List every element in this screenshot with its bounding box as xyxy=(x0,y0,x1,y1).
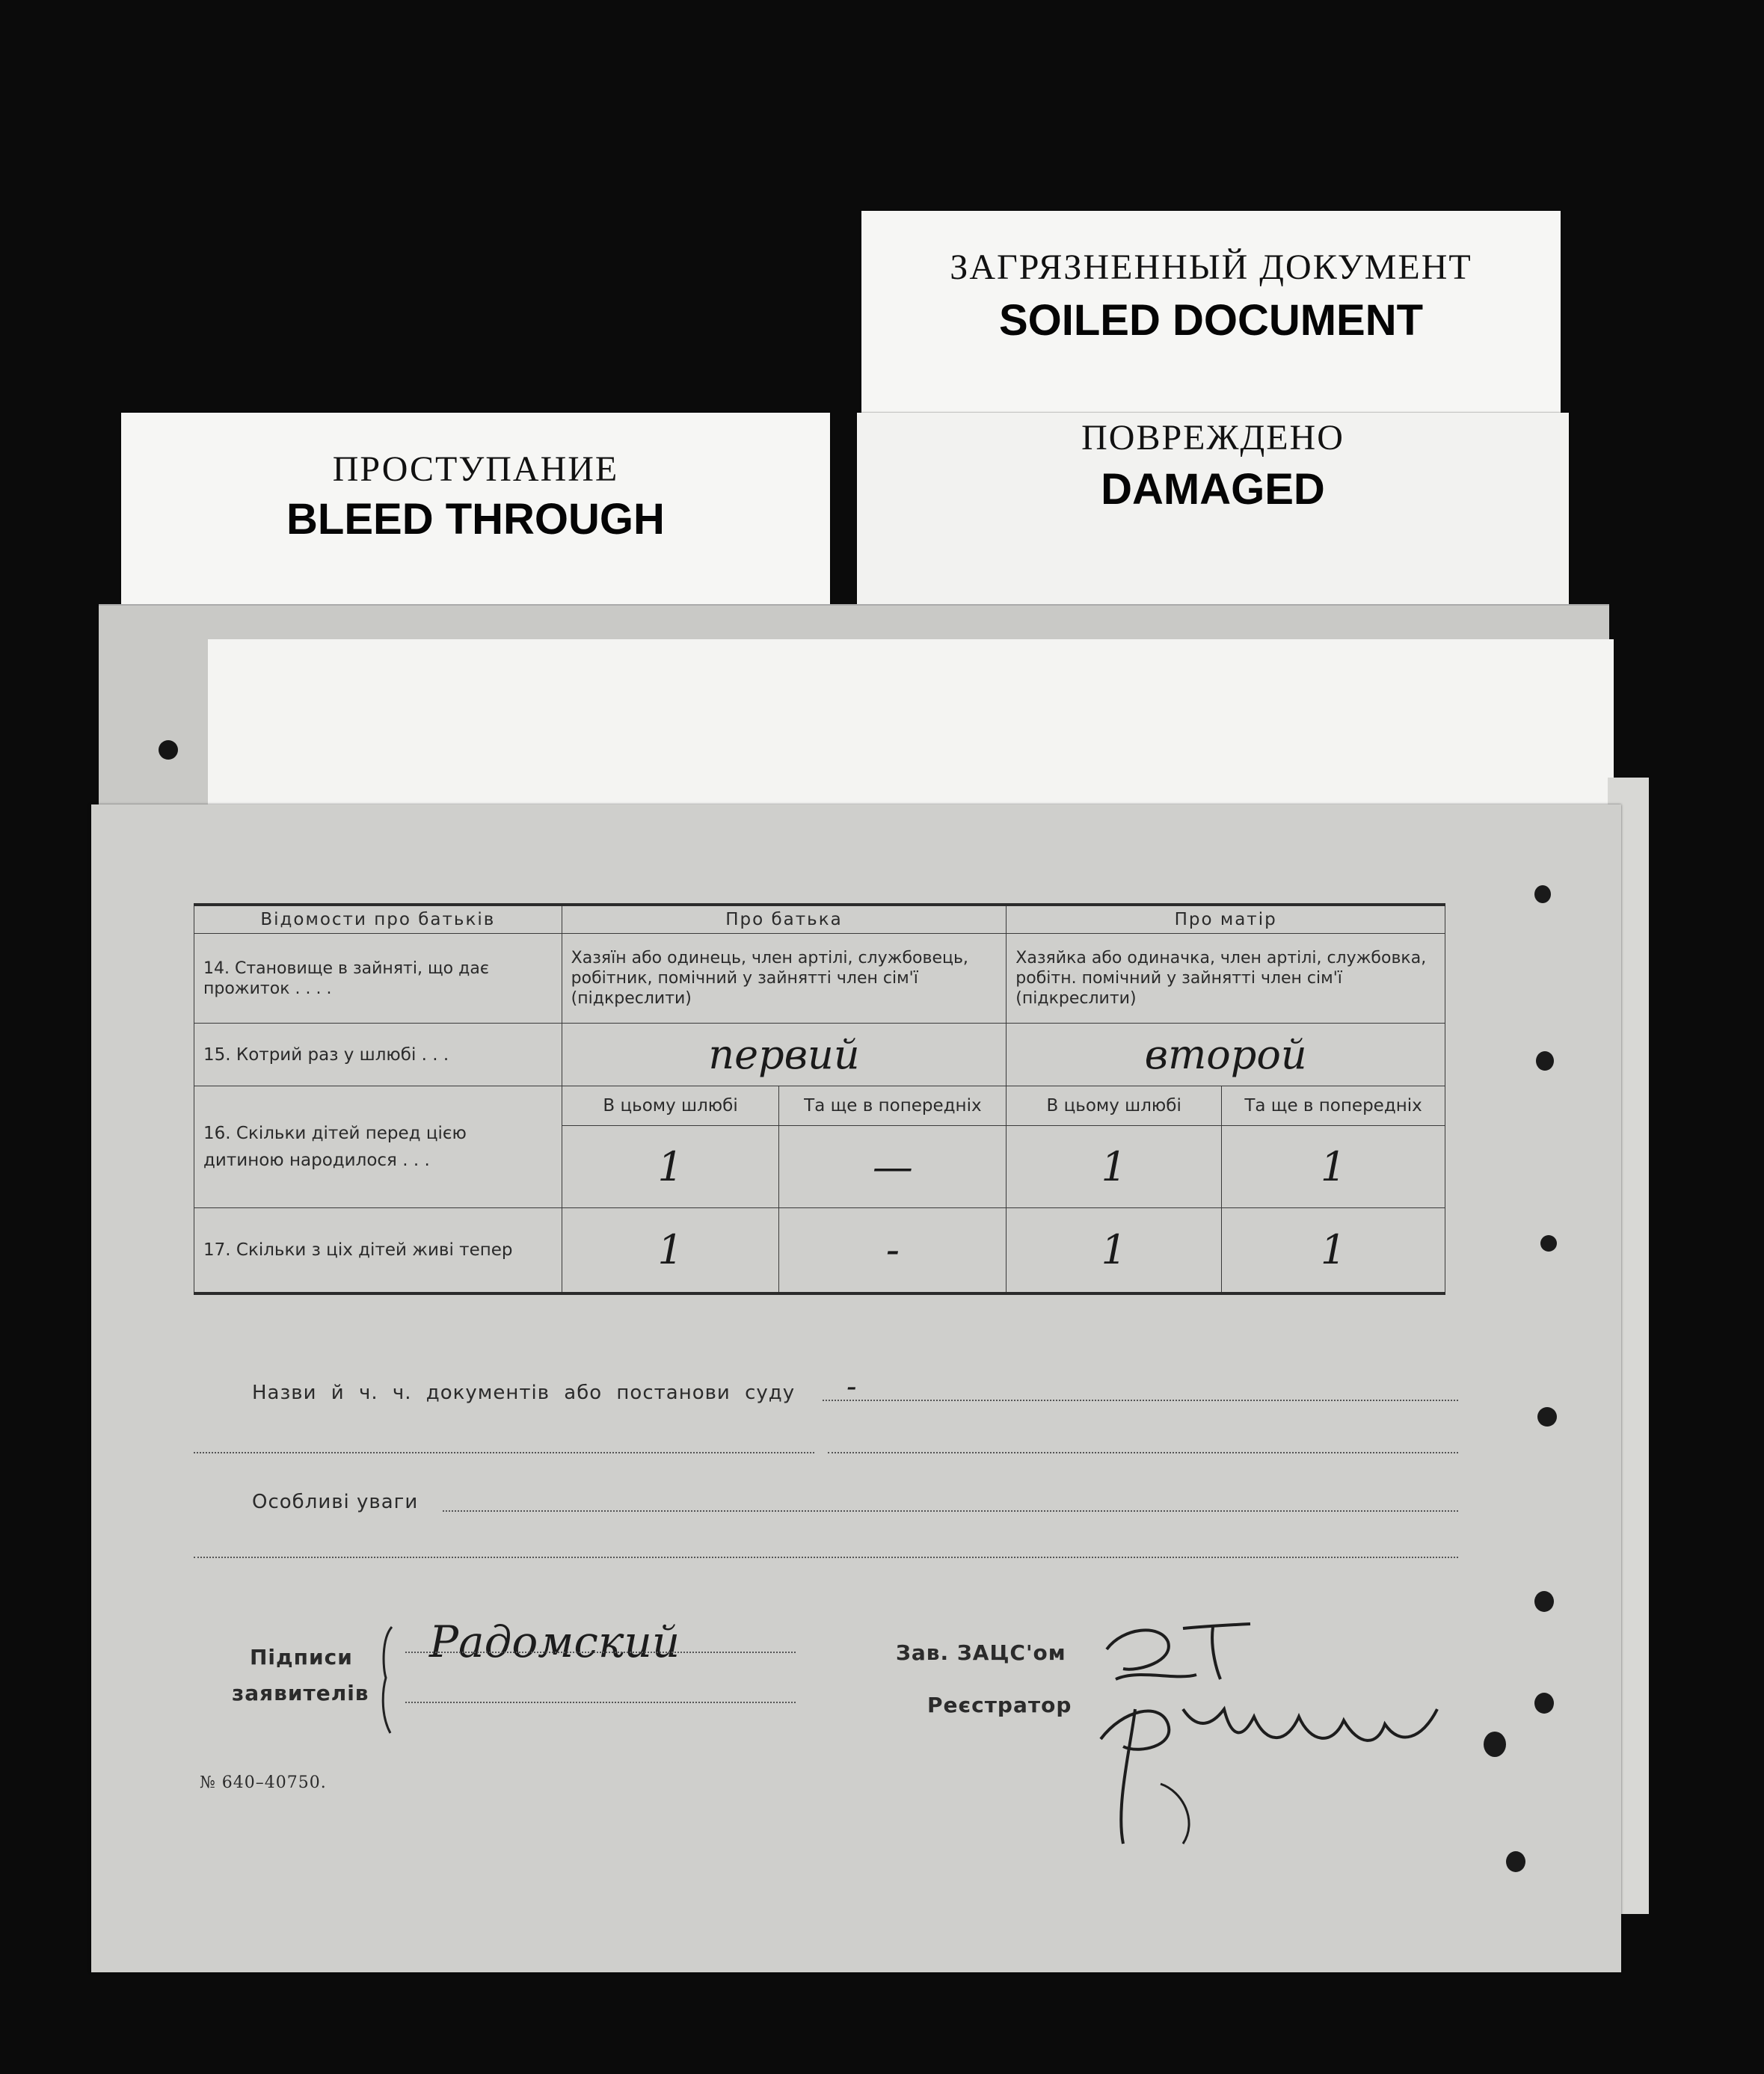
bleed-flag-en: BLEED THROUGH xyxy=(286,495,665,544)
documents-line xyxy=(823,1400,1458,1401)
documents-line-2 xyxy=(194,1452,814,1453)
notes-line xyxy=(443,1510,1458,1512)
signatures-label: Підписи xyxy=(250,1645,353,1670)
binding-hole xyxy=(1540,1235,1557,1252)
binding-hole xyxy=(1534,1591,1554,1612)
signature-line-2 xyxy=(405,1702,796,1703)
binding-hole xyxy=(1536,1051,1554,1071)
row17-mother-this: 1 xyxy=(1007,1208,1222,1293)
row17-father-this: 1 xyxy=(562,1208,779,1293)
row16-label: 16. Скільки дітей перед цією дитиною народилося . . . xyxy=(194,1086,562,1208)
parents-info-table xyxy=(194,903,1445,1295)
notes-line-2 xyxy=(194,1557,1458,1558)
signature-line-1 xyxy=(405,1652,796,1653)
applicants-label: заявителів xyxy=(232,1681,369,1705)
applicant-signature: Радомский xyxy=(429,1616,680,1667)
brace-icon xyxy=(375,1624,398,1736)
header-father: Про батька xyxy=(562,905,1007,934)
row15-mother-value: второй xyxy=(1007,1024,1445,1086)
documents-line-3 xyxy=(828,1452,1458,1453)
row15-father-value: первий xyxy=(562,1024,1007,1086)
soiled-document-flag xyxy=(861,211,1561,413)
damaged-flag-ru: ПОВРЕЖДЕНО xyxy=(1081,418,1344,458)
documents-label: Назви й ч. ч. документів або постанови суду xyxy=(252,1382,796,1404)
header-mother: Про матір xyxy=(1007,905,1445,934)
damaged-flag xyxy=(857,413,1569,609)
official-signature xyxy=(1071,1597,1505,1859)
head-label: Зав. ЗАЦС'ом xyxy=(896,1640,1066,1665)
binding-hole xyxy=(1534,1693,1554,1714)
row16-mother-previous: 1 xyxy=(1222,1126,1445,1208)
registration-form-page xyxy=(91,804,1621,1972)
bleed-through-flag xyxy=(121,413,830,626)
form-number: № 640–40750. xyxy=(200,1773,327,1792)
binding-hole xyxy=(1534,885,1551,903)
row14-father: Хазяїн або одинець, член артілі, службовець, робітник, помічний у зайнятті член сім'ї (підкреслити) xyxy=(562,934,1007,1024)
row15-label: 15. Котрий раз у шлюбі . . . xyxy=(194,1024,562,1086)
binding-hole xyxy=(1537,1407,1557,1427)
row17-label: 17. Скільки з ціх дітей живі тепер xyxy=(194,1208,562,1293)
notes-label: Особливі уваги xyxy=(252,1491,419,1513)
mother-this-marriage-header: В цьому шлюбі xyxy=(1007,1086,1222,1126)
damaged-flag-en: DAMAGED xyxy=(1101,465,1325,514)
father-this-marriage-header: В цьому шлюбі xyxy=(562,1086,779,1126)
blank-sheet xyxy=(208,639,1614,811)
punch-hole xyxy=(159,740,178,760)
row14-mother: Хазяйка або одиначка, член артілі, службовка, робітн. помічний у зайнятті член сім'ї (підкреслити) xyxy=(1007,934,1445,1024)
documents-value: - xyxy=(846,1370,857,1404)
row16-father-this: 1 xyxy=(562,1126,779,1208)
father-previous-header: Та ще в попередніх xyxy=(779,1086,1007,1126)
row17-father-previous: - xyxy=(779,1208,1007,1293)
soiled-flag-ru: ЗАГРЯЗНЕННЫЙ ДОКУМЕНТ xyxy=(950,247,1472,287)
soiled-flag-en: SOILED DOCUMENT xyxy=(998,296,1424,345)
row17-mother-previous: 1 xyxy=(1222,1208,1445,1293)
header-parents-info: Відомости про батьків xyxy=(194,905,562,934)
row16-mother-this: 1 xyxy=(1007,1126,1222,1208)
row16-father-previous: — xyxy=(779,1126,1007,1208)
mother-previous-header: Та ще в попередніх xyxy=(1222,1086,1445,1126)
binding-hole xyxy=(1506,1851,1525,1872)
row14-label: 14. Становище в зайняті, що дає прожиток . . . . xyxy=(194,934,562,1024)
bleed-flag-ru: ПРОСТУПАНИЕ xyxy=(332,449,619,489)
registrar-label: Реєстратор xyxy=(927,1693,1072,1717)
